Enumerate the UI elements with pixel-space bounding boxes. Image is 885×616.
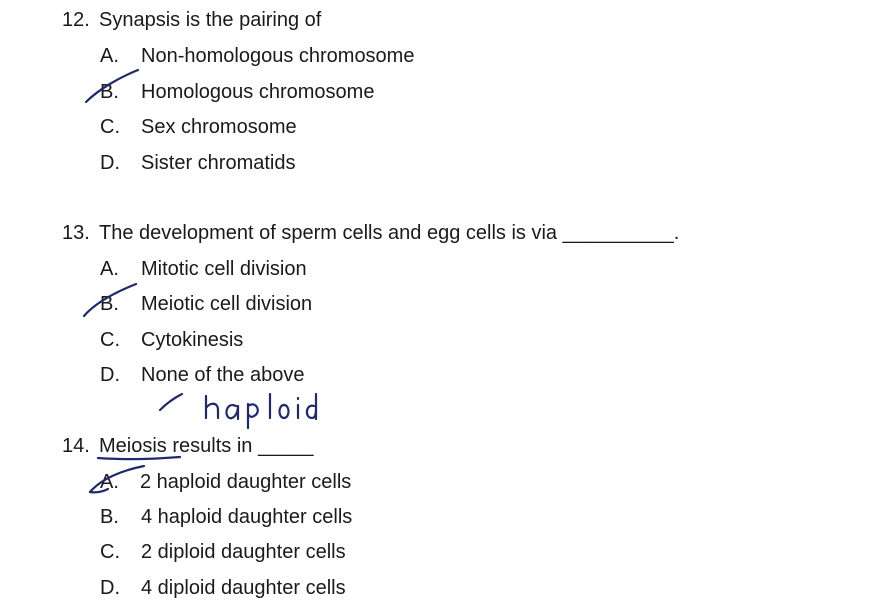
option-text: Sister chromatids bbox=[141, 152, 296, 174]
tick-mark-icon bbox=[160, 394, 182, 410]
handwritten-haploid-icon bbox=[206, 394, 316, 428]
option-letter: B. bbox=[100, 506, 119, 528]
option-text: None of the above bbox=[141, 364, 305, 386]
option-letter: D. bbox=[100, 364, 120, 386]
option-text: 2 diploid daughter cells bbox=[141, 541, 346, 563]
question-12-option-b bbox=[100, 80, 374, 104]
option-letter: A. bbox=[100, 258, 119, 280]
option-text: 2 haploid daughter cells bbox=[140, 471, 352, 493]
option-text: 4 haploid daughter cells bbox=[141, 506, 353, 528]
question-12-option-d bbox=[100, 151, 296, 175]
question-14-option-c bbox=[100, 540, 346, 564]
question-13-option-d bbox=[100, 363, 304, 387]
question-12-option-c bbox=[100, 115, 297, 139]
option-letter: D. bbox=[100, 577, 120, 599]
option-letter: B. bbox=[100, 293, 119, 315]
question-number: 13. bbox=[62, 222, 90, 244]
question-13-stem bbox=[62, 221, 679, 245]
option-text: 4 diploid daughter cells bbox=[141, 577, 346, 599]
option-letter: D. bbox=[100, 152, 120, 174]
question-13-option-b bbox=[100, 292, 312, 316]
option-text: Homologous chromosome bbox=[141, 81, 375, 103]
question-text: results in _____ bbox=[166, 435, 314, 457]
question-12-option-a bbox=[100, 44, 414, 68]
option-letter: A. bbox=[100, 471, 119, 493]
option-text: Cytokinesis bbox=[141, 329, 244, 351]
option-letter: A. bbox=[100, 45, 119, 67]
option-letter: C. bbox=[100, 116, 120, 138]
question-14-option-b bbox=[100, 505, 352, 529]
option-text: Meiotic cell division bbox=[141, 293, 313, 315]
question-text: The development of sperm cells and egg cells is via __________. bbox=[99, 222, 680, 244]
question-14-stem bbox=[62, 434, 314, 458]
option-letter: C. bbox=[100, 329, 120, 351]
option-text: Non-homologous chromosome bbox=[141, 45, 415, 67]
question-14-option-d bbox=[100, 576, 346, 600]
question-text-underlined: Meiosis bbox=[99, 435, 167, 457]
question-13-option-c bbox=[100, 328, 243, 352]
question-text: Synapsis is the pairing of bbox=[99, 9, 322, 31]
question-number: 14. bbox=[62, 435, 90, 457]
option-letter: B. bbox=[100, 81, 119, 103]
option-text: Sex chromosome bbox=[141, 116, 297, 138]
question-number: 12. bbox=[62, 9, 90, 31]
option-letter: C. bbox=[100, 541, 120, 563]
question-14-option-a bbox=[100, 470, 351, 494]
question-13-option-a bbox=[100, 257, 307, 281]
option-text: Mitotic cell division bbox=[141, 258, 307, 280]
question-12-stem bbox=[62, 8, 321, 32]
